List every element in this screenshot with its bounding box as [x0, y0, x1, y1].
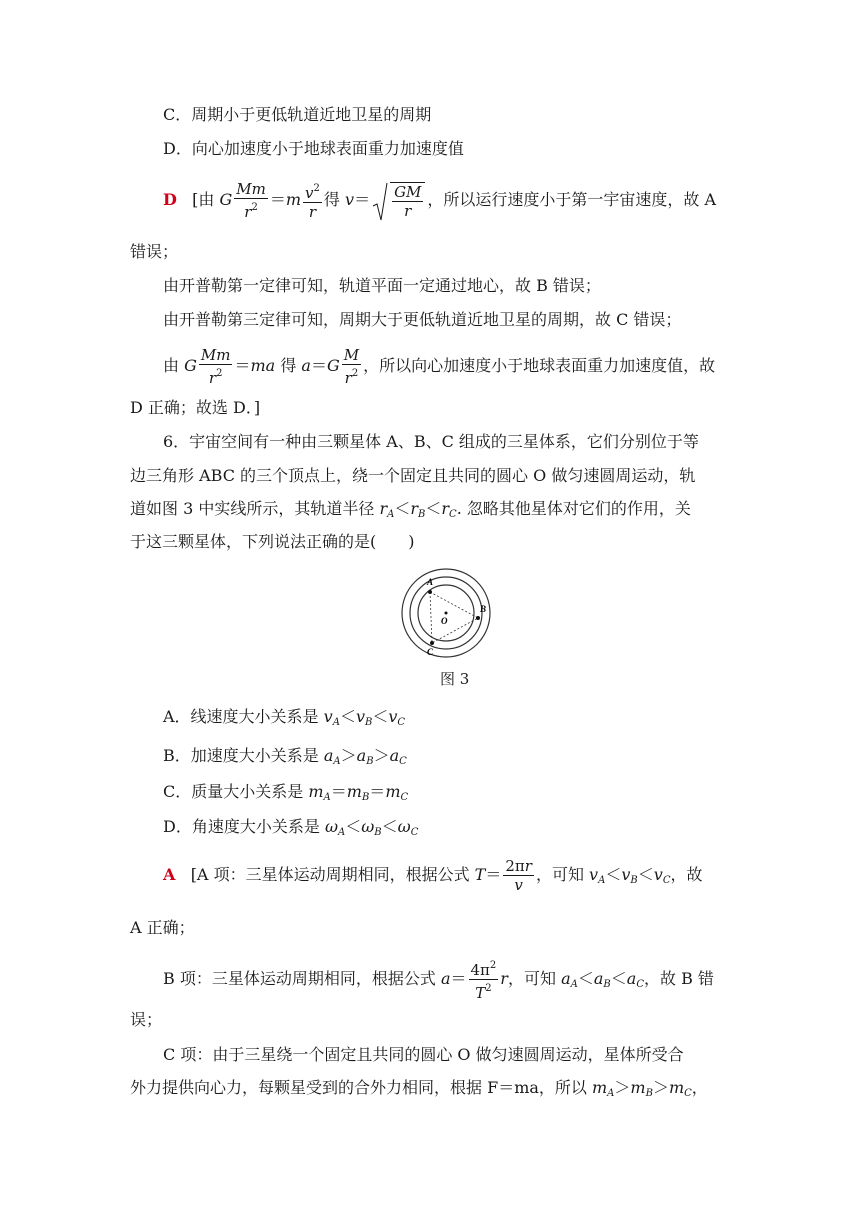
- question-6-line-1: 6．宇宙空间有一种由三颗星体 A、B、C 组成的三星体系，它们分别位于等: [163, 432, 699, 451]
- answer2-text: ，可知: [507, 969, 556, 988]
- label-a: A: [427, 577, 434, 587]
- option-b: B．加速度大小关系是 $a_A>a_B>a_C$: [163, 746, 407, 767]
- answer2-line-1: A [A 项：三星体运动周期相同，根据公式 T＝ $\frac{2\pi r}{v}$ ，可知 $v_A<v_B<v_C$，故: [163, 857, 703, 894]
- label-c: C: [427, 647, 434, 657]
- answer-letter: D: [163, 190, 177, 209]
- option-text: B．加速度大小关系是: [163, 746, 319, 765]
- star-b: [476, 616, 480, 620]
- answer-line-cont: 错误；: [130, 242, 179, 261]
- answer-text: [由: [192, 190, 215, 209]
- answer2-letter: A: [163, 865, 176, 884]
- answer2-line-c1: C 项：由于三星绕一个固定且共同的圆心 O 做匀速圆周运动，星体所受合: [163, 1045, 684, 1064]
- answer2-text: B 项：三星体运动周期相同，根据公式: [163, 969, 436, 988]
- question-6-line-2: 边三角形 ABC 的三个顶点上，绕一个固定且共同的圆心 O 做匀速圆周运动，轨: [130, 466, 696, 485]
- answer-text: ，所以向心加速度小于地球表面重力加速度值，故: [363, 356, 716, 375]
- option-text: C．质量大小关系是: [163, 782, 304, 801]
- answer-line-2: 由开普勒第一定律可知，轨道平面一定通过地心，故 B 错误；: [163, 276, 601, 295]
- answer-text: 得: [323, 190, 340, 209]
- star-c: [430, 641, 434, 645]
- figure-caption: 图 3: [440, 670, 470, 688]
- answer2-line-bcont: 误；: [130, 1010, 163, 1029]
- answer2-text: ，故 B 错: [643, 969, 714, 988]
- star-a: [428, 590, 432, 594]
- option-d-text: D．向心加速度小于地球表面重力加速度值: [163, 139, 464, 158]
- answer-text: 由: [163, 356, 180, 375]
- center-o: [445, 612, 448, 615]
- question-text: 道如图 3 中实线所示，其轨道半径: [130, 499, 375, 518]
- answer2-text: ，故: [670, 865, 703, 884]
- label-o: O: [441, 616, 448, 626]
- answer-line-4: 由 G $\frac{Mm}{r^2}$ ＝ma 得 a＝G $\frac{M}{r^2}$ ，所以向心加速度小于地球表面重力加速度值，故: [163, 346, 716, 387]
- answer2-line-b: B 项：三星体运动周期相同，根据公式 a＝ $\frac{4\pi^2}{T^2}$ r，可知 $a_A<a_B<a_C$，故 B 错: [163, 960, 714, 1002]
- question-6-line-4: 于这三颗星体，下列说法正确的是( ): [130, 532, 415, 551]
- answer2-line-c2: 外力提供向心力，每颗星受到的合外力相同，根据 F＝ma，所以 $m_A>m_B>m_C$，: [130, 1078, 708, 1099]
- answer-line-3: 由开普勒第三定律可知，周期大于更低轨道近地卫星的周期，故 C 错误；: [163, 310, 682, 329]
- answer2-line-cont: A 正确；: [130, 918, 195, 937]
- option-text: A．线速度大小关系是: [163, 707, 319, 726]
- answer-line-1: D [由 G $\frac{Mm}{r^2}$ ＝m $\frac{v^2}{r}$ 得 v＝ $\frac{GM}{r}$ ，所以运行速度小于第一宇宙速度，故 A: [163, 180, 717, 221]
- option-text: D．角速度大小关系是: [163, 817, 320, 836]
- label-b: B: [480, 604, 487, 614]
- answer-text: 得: [280, 356, 297, 375]
- question-6-line-3: 道如图 3 中实线所示，其轨道半径 $r_A<r_B<r_C$. 忽略其他星体对它们的作用，关: [130, 499, 691, 520]
- answer2-text: [A 项：三星体运动周期相同，根据公式: [190, 865, 470, 884]
- answer2-text: ，可知: [535, 865, 584, 884]
- orbit-figure: [398, 565, 494, 661]
- option-c: C．质量大小关系是 $m_A=m_B=m_C$: [163, 782, 409, 803]
- option-c-text: C．周期小于更低轨道近地卫星的周期: [163, 105, 432, 124]
- option-d: D．角速度大小关系是 $\omega_A<\omega_B<\omega_C$: [163, 817, 419, 838]
- answer2-text: 外力提供向心力，每颗星受到的合外力相同，根据 F＝ma，所以: [130, 1078, 587, 1097]
- question-text: 忽略其他星体对它们的作用，关: [466, 499, 691, 518]
- answer-text: ，所以运行速度小于第一宇宙速度，故 A: [427, 190, 717, 209]
- answer-line-5: D 正确；故选 D．]: [130, 398, 261, 417]
- option-a: A．线速度大小关系是 $v_A<v_B<v_C$: [163, 707, 406, 728]
